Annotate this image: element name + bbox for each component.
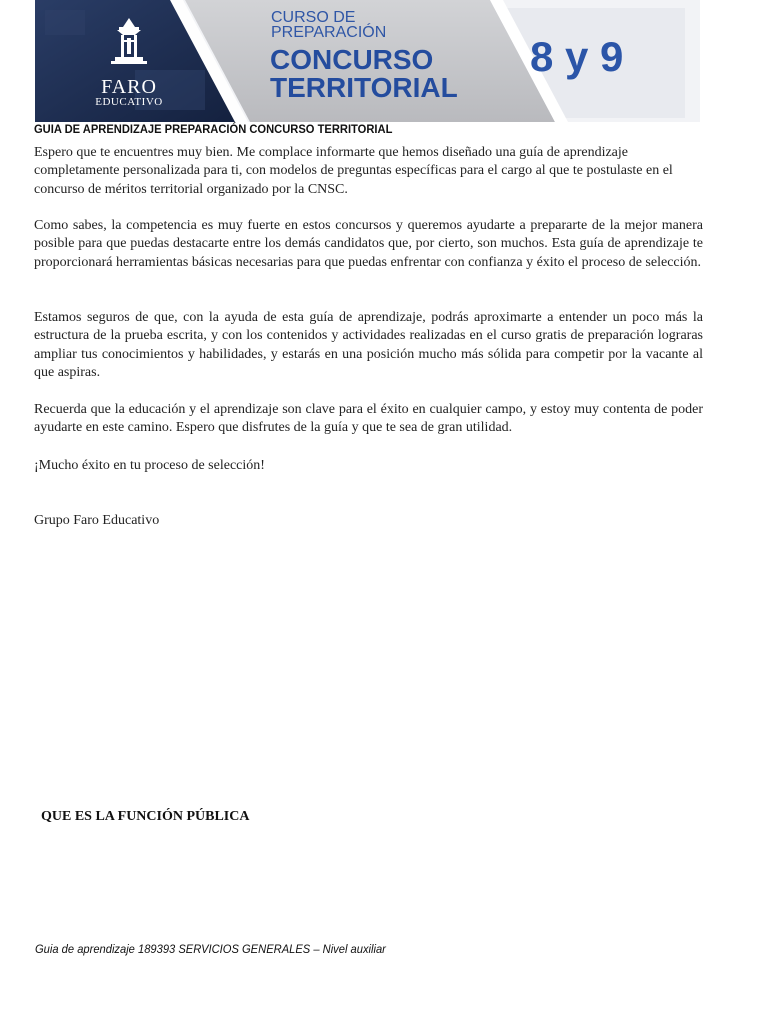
header-banner	[35, 0, 700, 122]
course-line-1: CURSO DE	[271, 9, 356, 26]
logo-subtitle: EDUCATIVO	[95, 96, 163, 108]
page-footer: Guia de aprendizaje 189393 SERVICIOS GENERALES – Nivel auxiliar	[35, 942, 386, 956]
banner-dates: 8 y 9	[530, 33, 624, 80]
document-heading: GUIA DE APRENDIZAJE PREPARACIÓN CONCURSO TERRITORIAL	[34, 122, 393, 136]
paragraph-education: Recuerda que la educación y el aprendizaje son clave para el éxito en cualquier campo, y estoy muy contenta de poder ayudarte en este camino. Espero que disfrutes de la guía y que te sea de gran utilidad.	[34, 402, 703, 436]
paragraph-competition: Como sabes, la competencia es muy fuerte en estos concursos y queremos ayudarte a prepararte de la mejor manera posible para que puedas destacarte entre los demás candidatos que, por cierto, son muchos. Esta guía de aprendizaje te proporcionará herramientas básicas necesarias para que puedas enfrentar con confianza y éxito el proceso de selección.	[34, 218, 703, 270]
banner-title-line-1: CONCURSO	[270, 44, 434, 75]
logo-name: FARO	[101, 76, 157, 98]
signature: Grupo Faro Educativo	[34, 513, 160, 528]
paragraph-intro: Espero que te encuentres muy bien. Me complace informarte que hemos diseñado una guía de aprendizaje completamente personalizada para ti, con modelos de preguntas específicas para el cargo al que te postulaste en el concurso de méritos territorial organizado por la CNSC.	[34, 145, 673, 197]
section-title: QUE ES LA FUNCIÓN PÚBLICA	[41, 809, 250, 824]
course-line-2: PREPARACIÓN	[271, 24, 387, 41]
paragraph-structure: Estamos seguros de que, con la ayuda de esta guía de aprendizaje, podrás aproximarte a entender un poco más la estructura de la prueba escrita, y con los contenidos y actividades realizadas en el curso gratis de preparación lograras ampliar tus conocimientos y habilidades, y estarás en una posición mucho más sólida para competir por la vacante al que aspiras.	[34, 310, 703, 381]
banner-title-line-2: TERRITORIAL	[270, 72, 458, 103]
paragraph-good-luck: ¡Mucho éxito en tu proceso de selección!	[34, 458, 265, 473]
